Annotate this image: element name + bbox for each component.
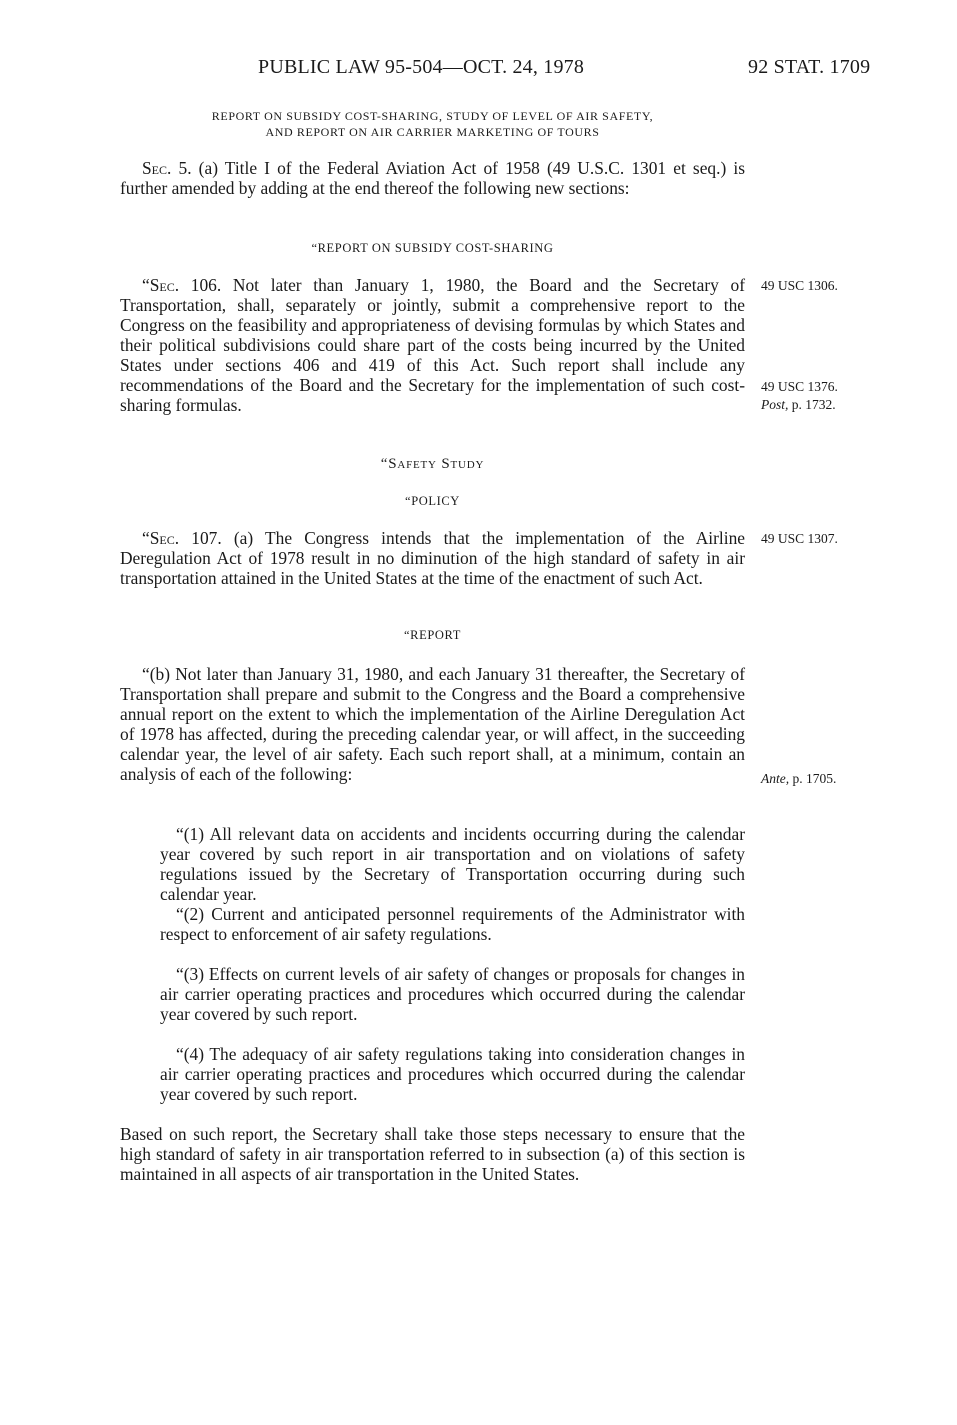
sec107-label: “Sec.: [142, 528, 180, 548]
margin-note-ante-p1705: [761, 771, 836, 787]
margin-note-49usc1376: 49 USC 1376.: [761, 379, 838, 394]
sec5-paragraph: [120, 158, 745, 198]
margin-note-post-italic: Post,: [761, 397, 789, 412]
margin-note-post-p1732: [761, 397, 836, 413]
sec5-text: 5. (a) Title I of the Federal Aviation Act of 1958 (49 U.S.C. 1301 et seq.) is further amended by adding at the end thereof the following new sections:: [120, 158, 745, 198]
subsection-b-paragraph: “(b) Not later than January 31, 1980, and each January 31 thereafter, the Secretary of Transportation shall prepare and submit to the Congress and the Board a comprehensive annual report on the extent to which the implementation of the Airline Deregulation Act of 1978 has affected, during the preceding calendar year, or will affect, in the succeeding calendar year, the level of air safety. Each such report shall, at a minimum, contain an analysis of each of the following:: [120, 664, 745, 784]
margin-note-ante-italic: Ante,: [761, 771, 790, 786]
margin-note-49usc1307: 49 USC 1307.: [761, 531, 838, 546]
heading-safety-study: “Safety Study: [380, 456, 485, 472]
section-caption: [120, 108, 745, 140]
sec107-text: 107. (a) The Congress intends that the implementation of the Airline Deregulation Act of 1978 result in no diminution of the high standard of safety in air transportation attained in the United States at the time of the enactment of such Act.: [120, 528, 745, 588]
margin-note-49usc1306: 49 USC 1306.: [761, 278, 838, 293]
section-caption-line2: AND REPORT ON AIR CARRIER MARKETING OF TOURS: [265, 125, 600, 139]
sec106-label: “Sec.: [142, 275, 180, 295]
heading-subsidy-cost-sharing: “REPORT ON SUBSIDY COST-SHARING: [311, 241, 554, 255]
page-header-stat: 92 STAT. 1709: [748, 56, 871, 78]
sec106-paragraph: [120, 275, 745, 415]
margin-note-post-page: p. 1732.: [788, 397, 836, 412]
section-caption-line1: REPORT ON SUBSIDY COST-SHARING, STUDY OF LEVEL OF AIR SAFETY,: [211, 109, 654, 123]
margin-note-ante-page: p. 1705.: [789, 771, 837, 786]
heading-policy: “POLICY: [405, 494, 460, 508]
sec106-text: 106. Not later than January 1, 1980, the Board and the Secretary of Transportation, shall, separately or jointly, submit a comprehensive report to the Congress on the feasibility and appropriateness of devising formulas by which States and their political subdivisions could share part of the costs being incurred by the United States under sections 406 and 419 of this Act. Such report shall include any recommendations of the Board and the Secretary for the implementation of such cost-sharing formulas.: [120, 275, 745, 415]
page-header-title: PUBLIC LAW 95-504—OCT. 24, 1978: [258, 56, 585, 78]
sec107-paragraph: [120, 528, 745, 588]
list-item-3: “(3) Effects on current levels of air safety of changes or proposals for changes in air carrier operating practices and procedures which occurred during the calendar year covered by such report.: [160, 964, 745, 1024]
list-item-4: “(4) The adequacy of air safety regulations taking into consideration changes in air carrier operating practices and procedures which occurred during the calendar year covered by such report.: [160, 1044, 745, 1104]
sec5-label: Sec.: [142, 158, 172, 178]
closing-paragraph: Based on such report, the Secretary shall take those steps necessary to ensure that the high standard of safety in air transportation referred to in subsection (a) of this section is maintained in all aspects of air transportation in the United States.: [120, 1124, 745, 1184]
list-item-2: “(2) Current and anticipated personnel requirements of the Administrator with respect to enforcement of air safety regulations.: [160, 904, 745, 944]
list-item-1: “(1) All relevant data on accidents and incidents occurring during the calendar year covered by such report in air transportation and on violations of safety regulations issued by the Secretary of Transportation occurring during such calendar year.: [160, 824, 745, 904]
heading-report: “REPORT: [404, 628, 461, 642]
